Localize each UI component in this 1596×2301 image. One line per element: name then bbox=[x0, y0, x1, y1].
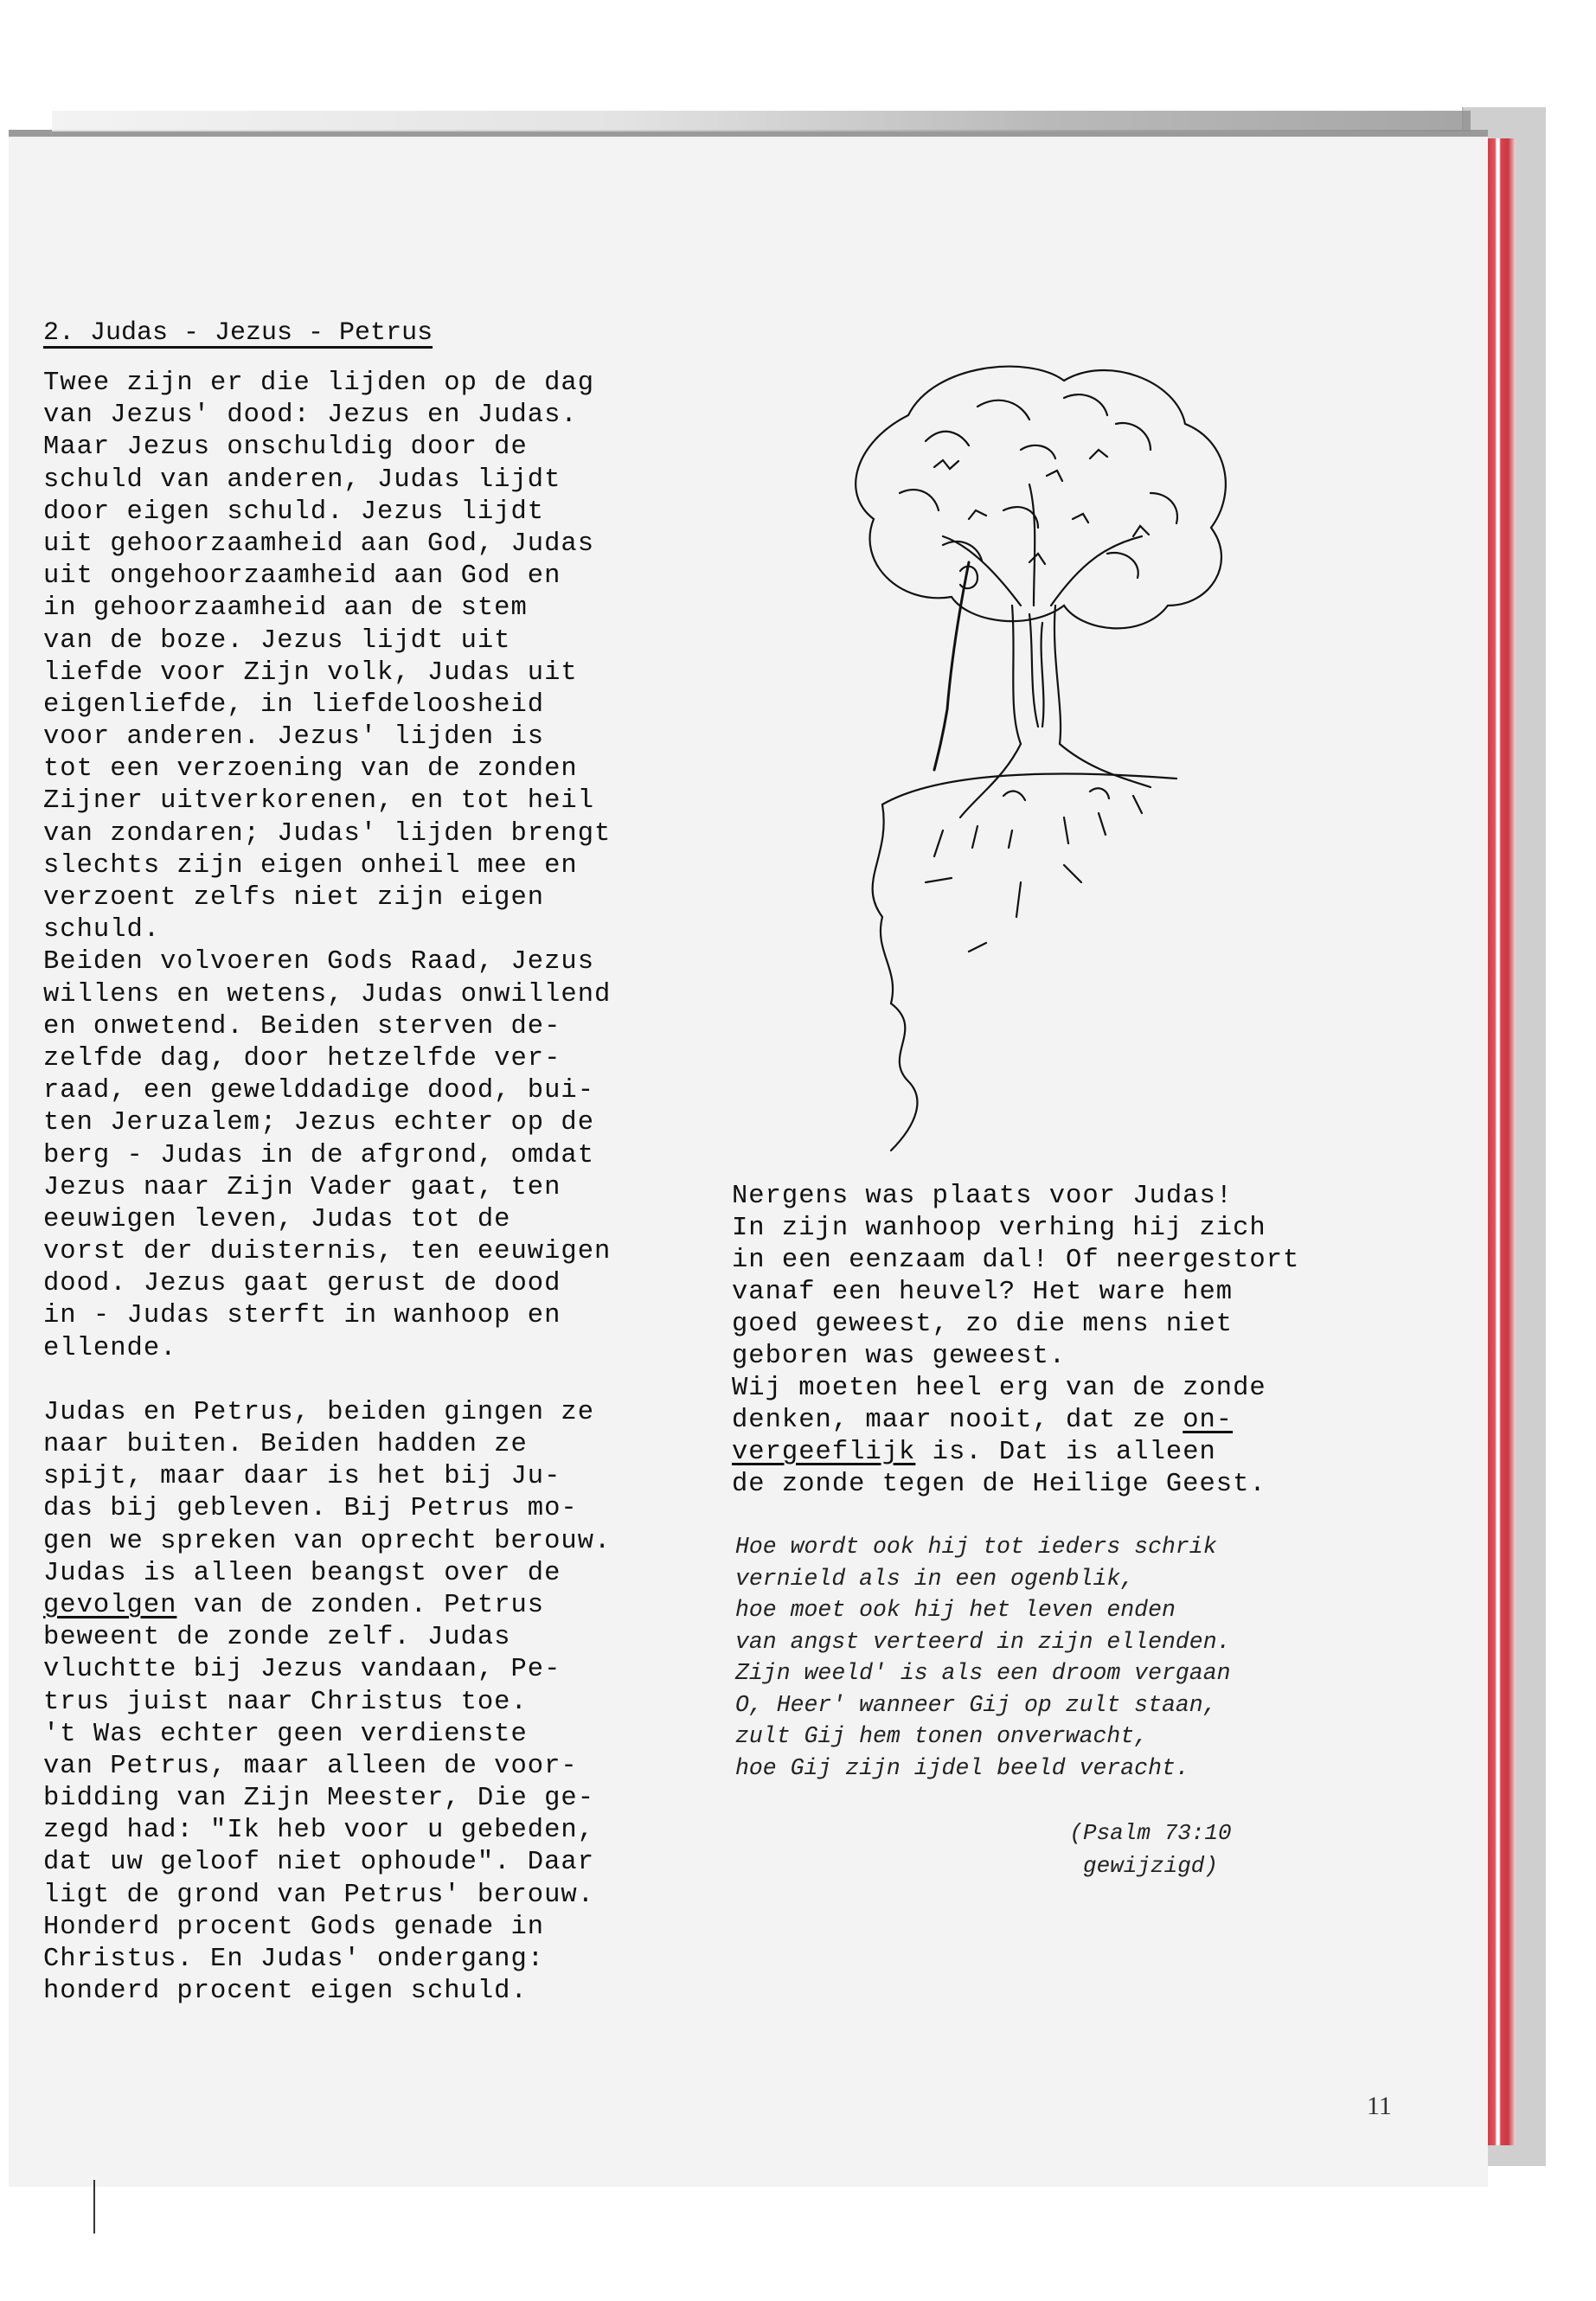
text-line: naar buiten. Beiden hadden ze bbox=[43, 1430, 528, 1459]
text-line: dat uw geloof niet ophoude". Daar bbox=[43, 1848, 594, 1878]
text-line: Judas is alleen beangst over de bbox=[43, 1558, 561, 1588]
text-line: In zijn wanhoop verhing hij zich bbox=[732, 1214, 1266, 1243]
text-line: willens en wetens, Judas onwillend bbox=[43, 979, 612, 1009]
scan-margin bbox=[0, 0, 1596, 64]
text-line: das bij gebleven. Bij Petrus mo- bbox=[43, 1494, 578, 1524]
text-line: Jezus naar Zijn Vader gaat, ten bbox=[43, 1172, 561, 1202]
verse-source bbox=[1021, 1817, 1280, 1882]
text-line: zelfde dag, door hetzelfde ver- bbox=[43, 1043, 561, 1074]
text-line: Maar Jezus onschuldig door de bbox=[43, 433, 528, 463]
text-run: van de zonden. Petrus bbox=[176, 1590, 545, 1620]
verse-line: vernield als in een ogenblik, bbox=[735, 1565, 1135, 1592]
page-number: 11 bbox=[1367, 2092, 1392, 2120]
text-line bbox=[732, 1437, 1424, 1469]
text-run: denken, maar nooit, dat ze bbox=[732, 1406, 1183, 1435]
text-line: Judas en Petrus, beiden gingen ze bbox=[43, 1397, 594, 1427]
text-line: goed geweest, zo die mens niet bbox=[732, 1310, 1234, 1339]
psalm-verse bbox=[735, 1531, 1341, 1784]
text-line: Honderd procent Gods genade in bbox=[43, 1912, 545, 1942]
text-line: 't Was echter geen verdienste bbox=[43, 1719, 528, 1749]
text-line: dood. Jezus gaat gerust de dood bbox=[43, 1269, 561, 1299]
margin-mark bbox=[93, 2180, 95, 2234]
tree-on-cliff-illustration bbox=[804, 346, 1263, 1159]
text-line bbox=[732, 1405, 1424, 1437]
text-line: bidding van Zijn Meester, Die ge- bbox=[43, 1784, 594, 1814]
text-line: vanaf een heuvel? Het ware hem bbox=[732, 1278, 1234, 1307]
underlined-word: gevolgen bbox=[43, 1590, 177, 1620]
section-heading: 2. Judas - Jezus - Petrus bbox=[43, 318, 433, 348]
text-run: is. Dat is alleen bbox=[915, 1438, 1216, 1467]
verse-line: O, Heer' wanneer Gij op zult staan, bbox=[735, 1691, 1217, 1718]
text-line: trus juist naar Christus toe. bbox=[43, 1687, 528, 1717]
text-line: voor anderen. Jezus' lijden is bbox=[43, 722, 545, 753]
text-line: spijt, maar daar is het bij Ju- bbox=[43, 1462, 561, 1492]
text-line: berg - Judas in de afgrond, omdat bbox=[43, 1140, 594, 1170]
text-line: vluchtte bij Jezus vandaan, Pe- bbox=[43, 1655, 561, 1685]
text-line: door eigen schuld. Jezus lijdt bbox=[43, 497, 545, 527]
text-line: eeuwigen leven, Judas tot de bbox=[43, 1204, 511, 1234]
text-line: zegd had: "Ik heb voor u gebeden, bbox=[43, 1816, 594, 1846]
text-line: Beiden volvoeren Gods Raad, Jezus bbox=[43, 947, 594, 977]
text-line: ellende. bbox=[43, 1333, 177, 1363]
page-shadow bbox=[52, 111, 1471, 131]
text-line: verzoent zelfs niet zijn eigen bbox=[43, 883, 545, 913]
text-line: gen we spreken van oprecht berouw. bbox=[43, 1526, 612, 1556]
text-line: ligt de grond van Petrus' berouw. bbox=[43, 1880, 594, 1910]
text-line: slechts zijn eigen onheil mee en bbox=[43, 850, 578, 881]
text-line: geboren was geweest. bbox=[732, 1342, 1067, 1371]
text-line: eigenliefde, in liefdeloosheid bbox=[43, 689, 545, 720]
text-line: en onwetend. Beiden sterven de- bbox=[43, 1011, 561, 1042]
text-line: van Petrus, maar alleen de voor- bbox=[43, 1751, 578, 1781]
text-line: in - Judas sterft in wanhoop en bbox=[43, 1301, 561, 1331]
underlined-word: on- bbox=[1183, 1406, 1234, 1435]
page-stack-edge bbox=[1486, 138, 1516, 2145]
text-line: tot een verzoening van de zonden bbox=[43, 754, 578, 785]
text-line: honderd procent eigen schuld. bbox=[43, 1977, 528, 2007]
text-line: raad, een gewelddadige dood, bui- bbox=[43, 1076, 594, 1106]
text-line: schuld van anderen, Judas lijdt bbox=[43, 465, 561, 495]
right-column bbox=[732, 1181, 1424, 1501]
left-column bbox=[43, 368, 727, 2008]
verse-line: Zijn weeld' is als een droom vergaan bbox=[735, 1660, 1231, 1686]
text-line: Christus. En Judas' ondergang: bbox=[43, 1945, 545, 1974]
text-line: vorst der duisternis, ten eeuwigen bbox=[43, 1237, 612, 1267]
verse-line: hoe moet ook hij het leven enden bbox=[735, 1597, 1176, 1623]
text-line: van Jezus' dood: Jezus en Judas. bbox=[43, 401, 578, 431]
text-line: schuld. bbox=[43, 915, 161, 945]
underlined-word: vergeeflijk bbox=[732, 1438, 916, 1467]
text-line: Zijner uitverkorenen, en tot heil bbox=[43, 786, 594, 817]
text-line: ten Jeruzalem; Jezus echter op de bbox=[43, 1108, 594, 1138]
text-line: liefde voor Zijn volk, Judas uit bbox=[43, 657, 578, 688]
text-line: in een eenzaam dal! Of neergestort bbox=[732, 1246, 1300, 1275]
verse-line: Hoe wordt ook hij tot ieders schrik bbox=[735, 1534, 1217, 1560]
source-line: gewijzigd) bbox=[1082, 1853, 1219, 1879]
text-line: de zonde tegen de Heilige Geest. bbox=[732, 1470, 1266, 1499]
verse-line: zult Gij hem tonen onverwacht, bbox=[735, 1723, 1149, 1749]
text-line: beweent de zonde zelf. Judas bbox=[43, 1623, 511, 1653]
paragraph-gap bbox=[43, 1365, 727, 1397]
verse-line: van angst verteerd in zijn ellenden. bbox=[735, 1628, 1231, 1655]
verse-line: hoe Gij zijn ijdel beeld veracht. bbox=[735, 1754, 1189, 1781]
source-line: (Psalm 73:10 bbox=[1069, 1820, 1232, 1846]
text-line: Wij moeten heel erg van de zonde bbox=[732, 1374, 1266, 1403]
text-line: uit gehoorzaamheid aan God, Judas bbox=[43, 529, 594, 559]
text-line bbox=[43, 1590, 727, 1622]
text-line: uit ongehoorzaamheid aan God en bbox=[43, 561, 561, 592]
text-line: Twee zijn er die lijden op de dag bbox=[43, 369, 594, 398]
text-line: van de boze. Jezus lijdt uit bbox=[43, 625, 511, 656]
text-line: in gehoorzaamheid aan de stem bbox=[43, 593, 528, 624]
text-line: Nergens was plaats voor Judas! bbox=[732, 1182, 1234, 1211]
text-line: van zondaren; Judas' lijden brengt bbox=[43, 818, 612, 849]
